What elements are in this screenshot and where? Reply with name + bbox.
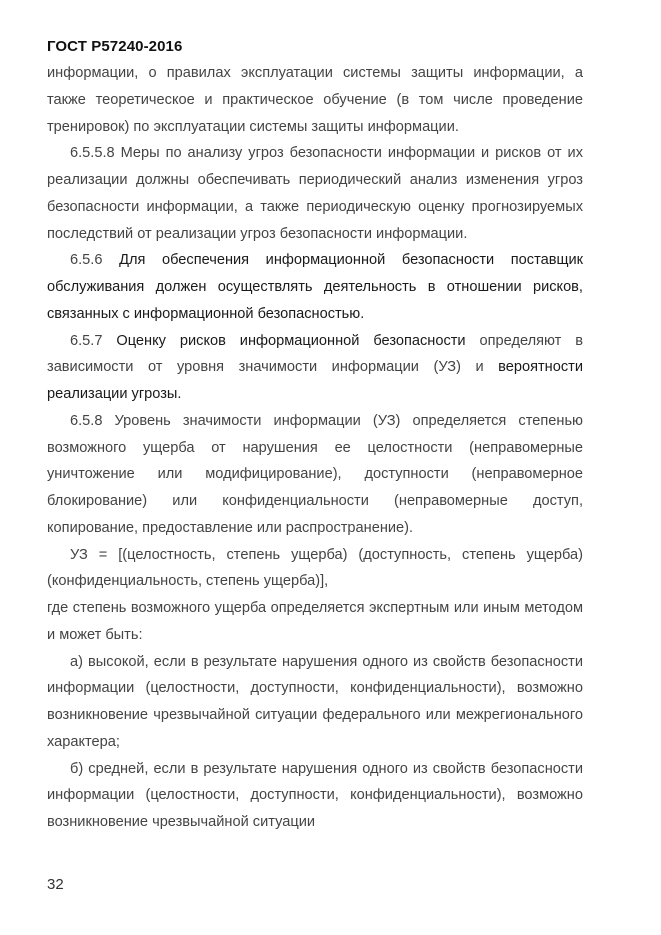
clause-number: 6.5.6 — [70, 252, 120, 269]
paragraph-continuation: информации, о правилах эксплуатации системы защиты информации, а также теоретическое и практическое обучение (в том числе проведение тренировок) по эксплуатации системы защиты информации. — [47, 65, 583, 135]
paragraph-6-5-7 — [47, 328, 583, 408]
page-body — [47, 60, 583, 836]
paragraph-6-5-5-8: 6.5.5.8 Меры по анализу угроз безопасности информации и рисков от их реализации должны обеспечивать периодический анализ изменения угроз безопасности информации, а также периодическую оценку прогнозируемых последствий от реализации угроз безопасности информации. — [47, 145, 583, 242]
paragraph-6-5-6 — [47, 247, 583, 327]
list-item-a: а) высокой, если в результате нарушения одного из свойств безопасности информации (целостности, доступности, конфиденциальности), возможно возникновение чрезвычайной ситуации федерального или межрегионального характера; — [47, 653, 583, 750]
clause-number: 6.5.7 — [70, 332, 117, 349]
clause-text: Для обеспечения информационной безопасности поставщик обслуживания должен осуществлять деятельность в отношении рисков, связанных с информационной безопасностью. — [47, 252, 584, 322]
clause-emphasis: Оценку рисков информационной безопасности — [116, 332, 466, 349]
formula-paragraph: УЗ = [(целостность, степень ущерба) (доступность, степень ущерба) (конфиденциальность, степень ущерба)], — [47, 546, 583, 590]
clause-text: определяют в зависимости от уровня значимости информации (УЗ) и — [47, 332, 583, 376]
clause-emphasis: вероятности реализации угрозы. — [47, 359, 583, 402]
formula-explanation: где степень возможного ущерба определяется экспертным или иным методом и может быть: — [47, 600, 583, 643]
document-header: ГОСТ Р57240-2016 — [47, 38, 183, 55]
list-item-b: б) средней, если в результате нарушения одного из свойств безопасности информации (целостности, доступности, конфиденциальности), возможно возникновение чрезвычайной ситуации — [47, 760, 583, 830]
paragraph-6-5-8: 6.5.8 Уровень значимости информации (УЗ) определяется степенью возможного ущерба от нарушения ее целостности (неправомерные уничтожение или модифицирование), доступности (неправомерное блокирование) или конфиденциальности (неправомерные доступ, копирование, предоставление или распространение). — [47, 412, 583, 536]
page-number: 32 — [47, 876, 64, 893]
